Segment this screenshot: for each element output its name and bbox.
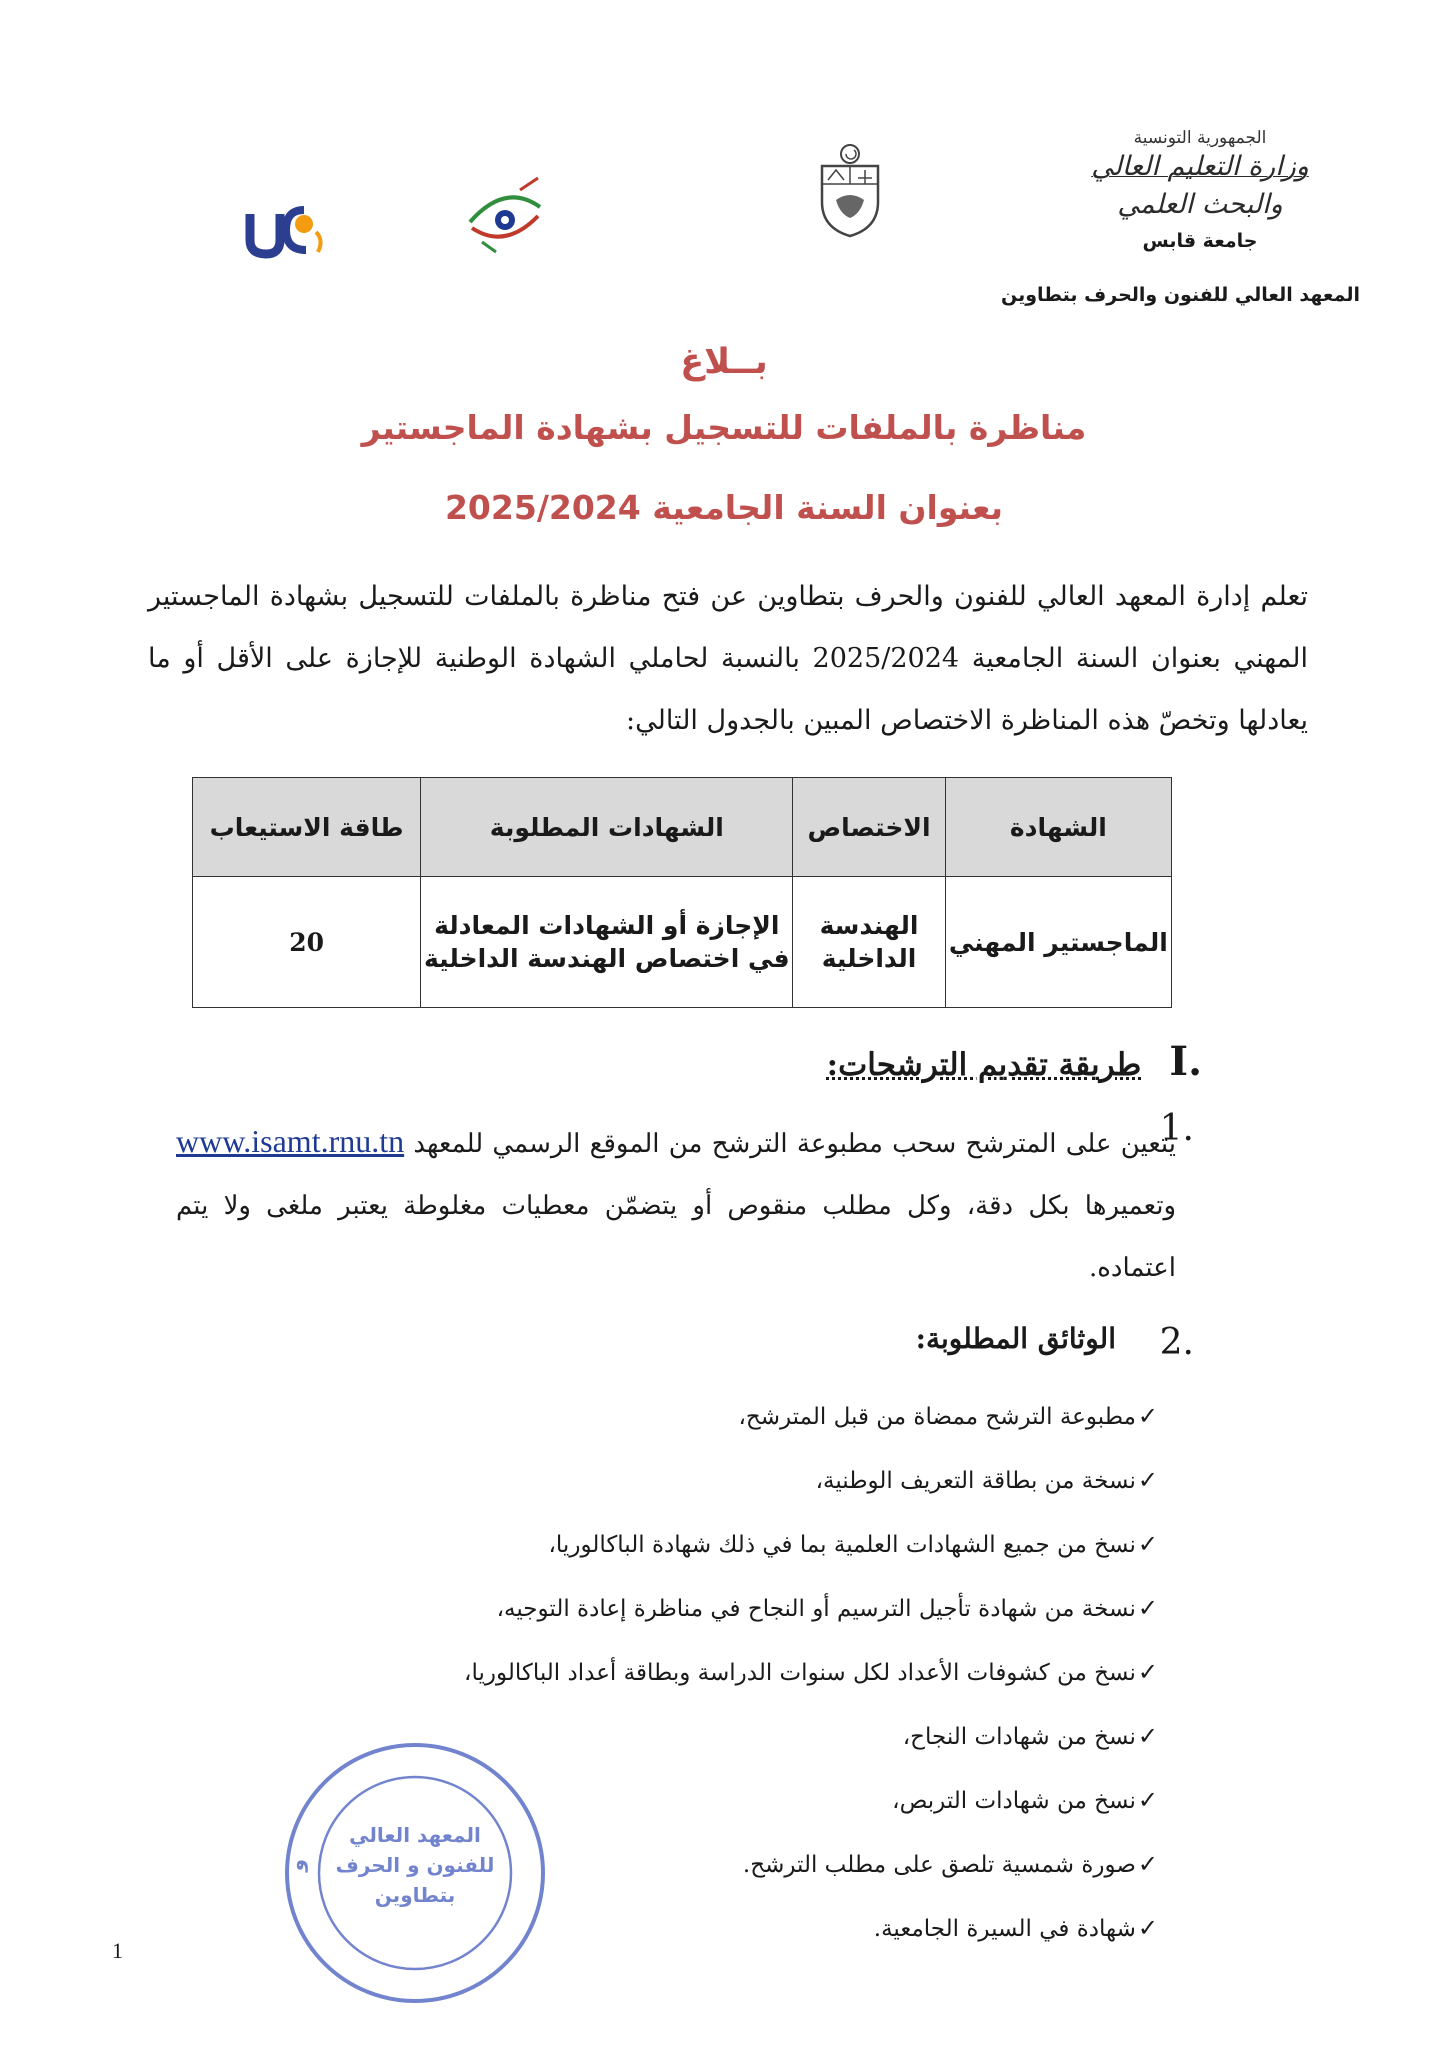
item1-number: 1.: [1159, 1108, 1194, 1149]
svg-text:وزارة التعليم العالي و البحث ا: و: [283, 1857, 309, 1872]
check-icon: ✓: [1137, 1914, 1158, 1942]
list-item: ✓نسخة من بطاقة التعريف الوطنية،: [815, 1466, 1158, 1494]
check-icon: ✓: [1137, 1594, 1158, 1622]
item1-text-after: وتعميرها بكل دقة، وكل مطلب منقوص أو يتضمّن معطيات مغلوطة يعتبر ملغى ولا يتم اعتماده.: [176, 1191, 1176, 1283]
check-icon: ✓: [1137, 1658, 1158, 1686]
check-icon: ✓: [1137, 1402, 1158, 1430]
table-header-specialty: الاختصاص: [793, 778, 945, 877]
tunisia-coat-of-arms-icon: [810, 140, 890, 240]
section-title: طريقة تقديم الترشحات:: [826, 1047, 1142, 1083]
institute-name: المعهد العالي للفنون والحرف بتطاوين: [1000, 284, 1360, 306]
ministry-header: [1040, 128, 1360, 252]
list-item: ✓شهادة في السيرة الجامعية.: [873, 1914, 1158, 1942]
documents-title: الوثائق المطلوبة:: [915, 1322, 1116, 1355]
table-header-row: [193, 778, 1172, 877]
ministry-line2: والبحث العلمي: [1117, 189, 1283, 220]
cell-specialty: الهندسة الداخلية: [793, 877, 945, 1008]
list-item: ✓صورة شمسية تلصق على مطلب الترشح.: [742, 1850, 1158, 1878]
check-icon: ✓: [1137, 1850, 1158, 1878]
republic-label: الجمهورية التونسية: [1133, 128, 1267, 148]
table-header-degree: الشهادة: [945, 778, 1171, 877]
university-name: جامعة قابس: [1142, 230, 1258, 252]
table-header-required: الشهادات المطلوبة: [421, 778, 793, 877]
intro-paragraph: تعلم إدارة المعهد العالي للفنون والحرف بتطاوين عن فتح مناظرة بالملفات للتسجيل بشهادة الماجستير المهني بعنوان السنة الجامعية 2025/2024 بالنسبة لحاملي الشهادة الوطنية للإجازة على الأقل أو ما يعادلها وتخصّ هذه المناظرة الاختصاص المبين بالجدول التالي:: [148, 581, 1308, 736]
check-icon: ✓: [1137, 1722, 1158, 1750]
section-heading: [827, 1038, 1202, 1085]
list-item: ✓نسخ من كشوفات الأعداد لكل سنوات الدراسة وبطاقة أعداد الباكالوريا،: [464, 1658, 1158, 1686]
program-table: [192, 777, 1172, 1008]
item1-paragraph: [176, 1110, 1176, 1299]
list-item: ✓نسخ من شهادات التربص،: [892, 1786, 1158, 1814]
eye-logo-icon: [460, 172, 550, 262]
check-icon: ✓: [1137, 1530, 1158, 1558]
cell-capacity: 20: [193, 877, 421, 1008]
notice-title: بــلاغ: [680, 342, 768, 382]
website-link[interactable]: www.isamt.rnu.tn: [176, 1123, 405, 1159]
documents-list: [464, 1384, 1158, 1960]
list-item: ✓مطبوعة الترشح ممضاة من قبل المترشح،: [738, 1402, 1158, 1430]
list-item: ✓نسخ من جميع الشهادات العلمية بما في ذلك شهادة الباكالوريا،: [548, 1530, 1158, 1558]
section-number: I.: [1169, 1038, 1202, 1085]
table-row: [193, 877, 1172, 1008]
cell-required: الإجازة أو الشهادات المعادلة في اختصاص الهندسة الداخلية: [421, 877, 793, 1008]
official-stamp-icon: [280, 1738, 550, 2008]
cell-degree: الماجستير المهني: [945, 877, 1171, 1008]
page-number: 1: [112, 1938, 123, 1963]
ucg-university-logo-icon: [234, 180, 332, 270]
list-item: ✓نسخة من شهادة تأجيل الترسيم أو النجاح في مناظرة إعادة التوجيه،: [496, 1594, 1158, 1622]
check-icon: ✓: [1137, 1786, 1158, 1814]
notice-subtitle: مناظرة بالملفات للتسجيل بشهادة الماجستير: [361, 408, 1087, 447]
academic-year-title: بعنوان السنة الجامعية 2025/2024: [444, 488, 1004, 527]
stamp-inner-text: المعهد العالي للفنون و الحرف بتطاوين: [335, 1823, 495, 1907]
ministry-line1: وزارة التعليم العالي: [1091, 151, 1309, 182]
list-item: ✓نسخ من شهادات النجاح،: [902, 1722, 1158, 1750]
item1-text-before: يتعين على المترشح سحب مطبوعة الترشح من الموقع الرسمي للمعهد: [413, 1129, 1177, 1159]
item2-number: 2.: [1159, 1322, 1194, 1363]
check-icon: ✓: [1137, 1466, 1158, 1494]
table-header-capacity: طاقة الاستيعاب: [193, 778, 421, 877]
